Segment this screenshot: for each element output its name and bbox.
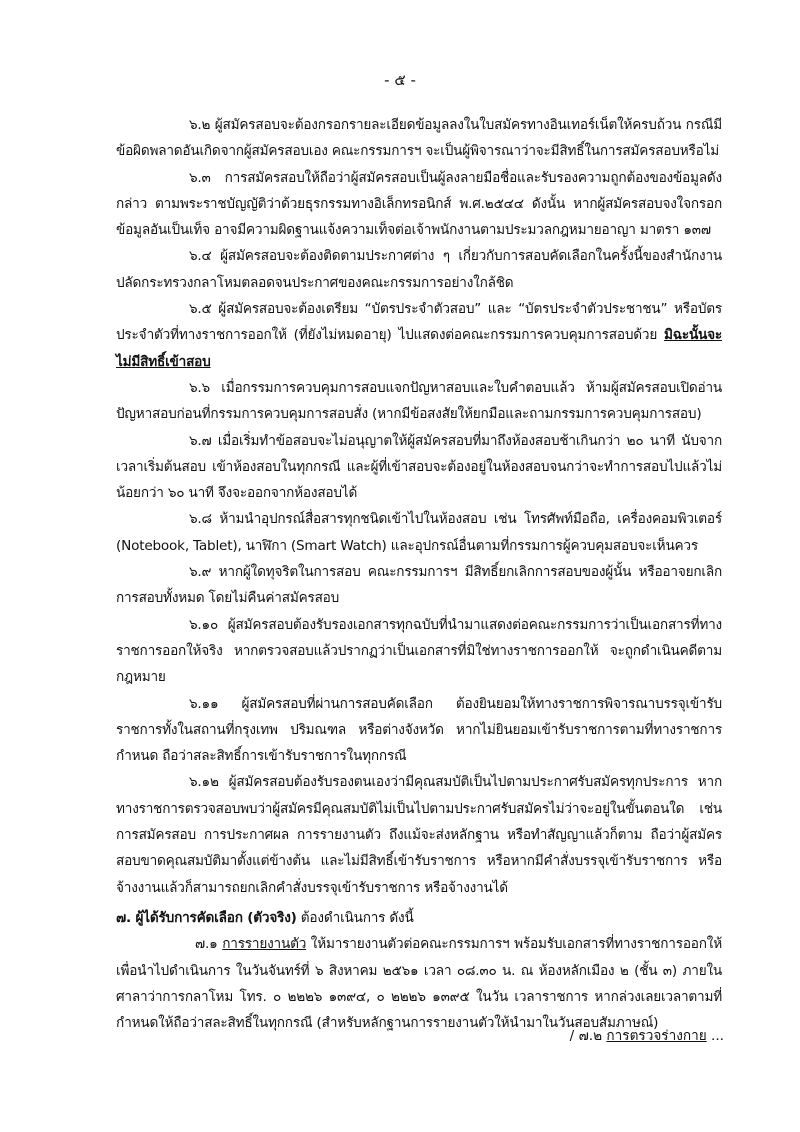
document-body [116, 112, 722, 1036]
section-7-title: ๗. ผู้ได้รับการคัดเลือก (ตัวจริง) [116, 909, 297, 926]
footer-suffix: ... [706, 1028, 724, 1044]
paragraph-7-1-text: ให้มารายงานตัวต่อคณะกรรมการฯ พร้อมรับเอกสารที่ทางราชการออกให้เพื่อนำไปดำเนินการ ในวันจันทร์ที่ ๖ สิงหาคม ๒๕๖๑ เวลา ๐๘.๓๐ น. ณ ห้องหลักเมือง ๒ (ชั้น ๓) ภายในศาลาว่าการกลาโหม โทร. ๐ ๒๒๒๖ ๑๓๙๔, ๐ ๒๒๒๖ ๑๓๙๕ ในวัน เวลาราชการ หากล่วงเลยเวลาตามที่กำหนดให้ถือว่าสละสิทธิ์ในทุกกรณี (สำหรับหลักฐานการรายงานตัวให้นำมาในวันสอบสัมภาษณ์) [116, 936, 722, 1032]
paragraph-6-10: ๖.๑๐ ผู้สมัครสอบต้องรับรองเอกสารทุกฉบับที่นำมาแสดงต่อคณะกรรมการว่าเป็นเอกสารที่ทางราชการออกให้จริง หากตรวจสอบแล้วปรากฏว่าเป็นเอกสารที่มิใช่ทางราชการออกให้ จะถูกดำเนินคดีตามกฎหมาย [116, 616, 722, 686]
paragraph-6-3: ๖.๓ การสมัครสอบให้ถือว่าผู้สมัครสอบเป็นผู้ลงลายมือชื่อและรับรองความถูกต้องของข้อมูลดังกล่าว ตามพระราชบัญญัติว่าด้วยธุรกรรมทางอิเล็กทรอนิกส์ พ.ศ.๒๕๔๔ ดังนั้น หากผู้สมัครสอบจงใจกรอกข้อมูลอันเป็นเท็จ อาจมีความผิดฐานแจ้งความเท็จต่อเจ้าพนักงานตามประมวลกฎหมายอาญา มาตรา ๑๓๗ [116, 169, 722, 239]
paragraph-6-11: ๖.๑๑ ผู้สมัครสอบที่ผ่านการสอบคัดเลือก ต้องยินยอมให้ทางราชการพิจารณาบรรจุเข้ารับราชการทั้งในสถานที่กรุงเทพ ปริมณฑล หรือต่างจังหวัด หากไม่ยินยอมเข้ารับราชการตามที่ทางราชการกำหนด ถือว่าสละสิทธิ์การเข้ารับราชการในทุกกรณี [116, 695, 722, 765]
paragraph-6-5-warning: มิฉะนั้นจะไม่มีสิทธิ์เข้าสอบ [116, 327, 723, 370]
paragraph-6-12: ๖.๑๒ ผู้สมัครสอบต้องรับรองตนเองว่ามีคุณสมบัติเป็นไปตามประกาศรับสมัครทุกประการ หากทางราชการตรวจสอบพบว่าผู้สมัครมีคุณสมบัติไม่เป็นไปตามประกาศรับสมัครไม่ว่าจะอยู่ในขั้นตอนใด เช่น การสมัครสอบ การประกาศผล การรายงานตัว ถึงแม้จะส่งหลักฐาน หรือทำสัญญาแล้วก็ตาม ถือว่าผู้สมัครสอบขาดคุณสมบัติมาตั้งแต่ข้างต้น และไม่มีสิทธิ์เข้ารับราชการ หรือหากมีคำสั่งบรรจุเข้ารับราชการ หรือจ้างงานแล้วก็สามารถยกเลิกคำสั่งบรรจุเข้ารับราชการ หรือจ้างงานได้ [116, 774, 722, 896]
section-7-subtitle: ต้องดำเนินการ ดังนี้ [296, 909, 414, 926]
paragraph-7-1-title: การรายงานตัว [222, 936, 307, 953]
paragraph-6-5-text: ๖.๕ ผู้สมัครสอบจะต้องเตรียม “บัตรประจำตัวสอบ” และ “บัตรประจำตัวประชาชน” หรือบัตรประจำตัวที่ทางราชการออกให้ (ที่ยังไม่หมดอายุ) ไปแสดงต่อคณะกรรมการควบคุมการสอบด้วย [116, 301, 722, 344]
section-7-heading [116, 905, 722, 931]
paragraph-6-7: ๖.๗ เมื่อเริ่มทำข้อสอบจะไม่อนุญาตให้ผู้สมัครสอบที่มาถึงห้องสอบช้าเกินกว่า ๒๐ นาที นับจากเวลาเริ่มต้นสอบ เข้าห้องสอบในทุกกรณี และผู้ที่เข้าสอบจะต้องอยู่ในห้องสอบจนกว่าจะทำการสอบไปแล้วไม่น้อยกว่า ๖๐ นาที จึงจะออกจากห้องสอบได้ [116, 432, 722, 502]
page-number: - ๕ - [384, 71, 416, 89]
paragraph-6-2: ๖.๒ ผู้สมัครสอบจะต้องกรอกรายละเอียดข้อมูลลงในใบสมัครทางอินเทอร์เน็ตให้ครบถ้วน กรณีมีข้อผิดพลาดอันเกิดจากผู้สมัครสอบเอง คณะกรรมการฯ จะเป็นผู้พิจารณาว่าจะมีสิทธิ์ในการสมัครสอบหรือไม่ [116, 117, 722, 160]
paragraph-7-1-number: ๗.๑ [195, 936, 223, 953]
paragraph-6-8: ๖.๘ ห้ามนำอุปกรณ์สื่อสารทุกชนิดเข้าไปในห้องสอบ เช่น โทรศัพท์มือถือ, เครื่องคอมพิวเตอร์ (Notebook, Tablet), นาฬิกา (Smart Watch) และอุปกรณ์อื่นตามที่กรรมการผู้ควบคุมสอบจะเห็นควร [116, 511, 722, 554]
paragraph-6-6: ๖.๖ เมื่อกรรมการควบคุมการสอบแจกปัญหาสอบและใบคำตอบแล้ว ห้ามผู้สมัครสอบเปิดอ่านปัญหาสอบก่อนที่กรรมการควบคุมการสอบสั่ง (หากมีข้อสงสัยให้ยกมือและถามกรรมการควบคุมการสอบ) [116, 379, 722, 423]
footer-next-section: การตรวจร่างกาย [606, 1028, 707, 1044]
footer-prefix: / ๗.๒ [569, 1028, 607, 1044]
paragraph-6-5 [116, 296, 722, 375]
continuation-footer [570, 1024, 724, 1046]
paragraph-6-9: ๖.๙ หากผู้ใดทุจริตในการสอบ คณะกรรมการฯ มีสิทธิ์ยกเลิกการสอบของผู้นั้น หรืออาจยกเลิกการสอบทั้งหมด โดยไม่คืนค่าสมัครสอบ [116, 564, 722, 607]
paragraph-7-1 [116, 931, 722, 1036]
paragraph-6-4: ๖.๔ ผู้สมัครสอบจะต้องติดตามประกาศต่าง ๆ เกี่ยวกับการสอบคัดเลือกในครั้งนี้ของสำนักงานปลัดกระทรวงกลาโหมตลอดจนประกาศของคณะกรรมการอย่างใกล้ชิด [116, 248, 722, 291]
